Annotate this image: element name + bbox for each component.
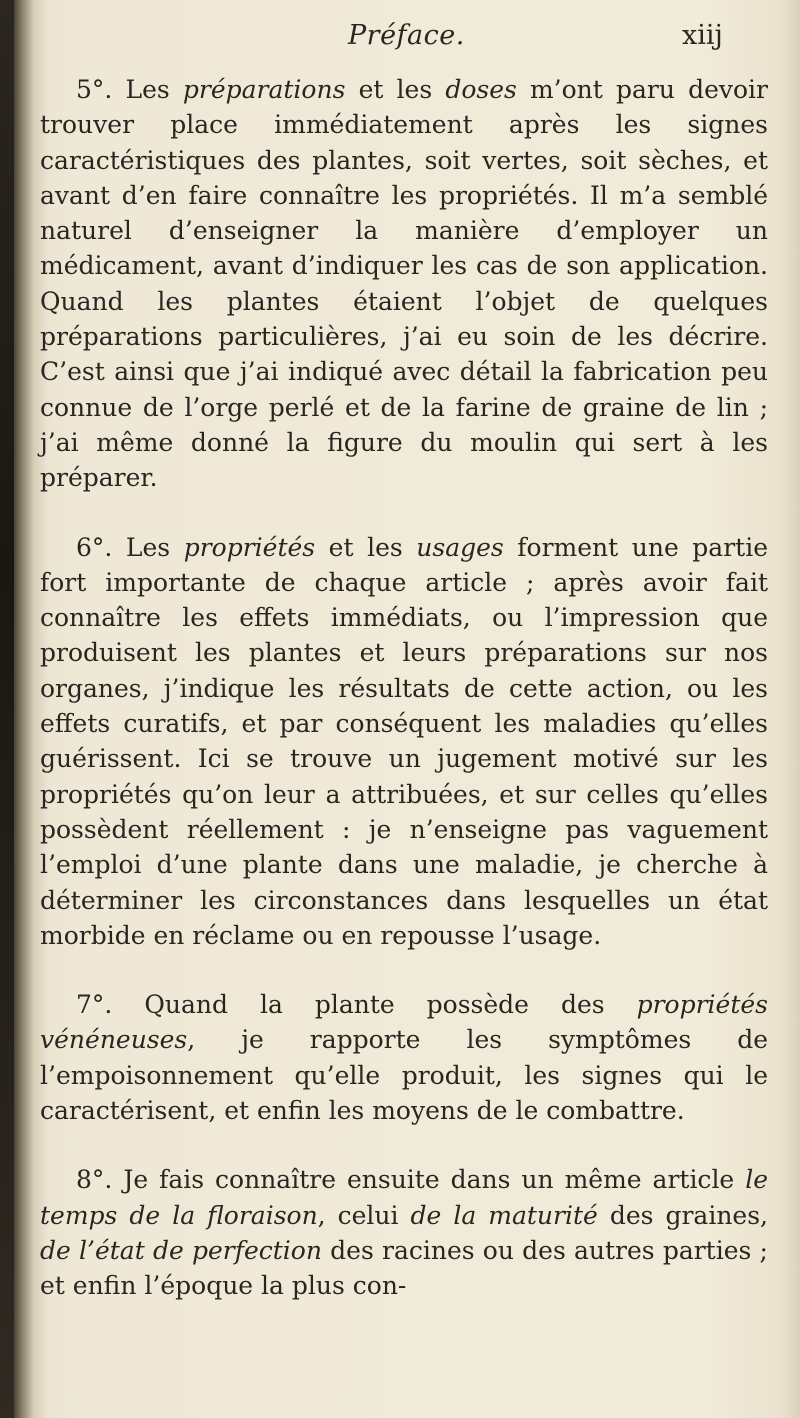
book-binding-shadow — [0, 0, 14, 1418]
text-run: Les — [112, 532, 184, 562]
italic-term: de la maturité — [410, 1200, 598, 1230]
paragraph-number: 7°. — [76, 990, 113, 1020]
text-run: m’ont paru devoir trouver place immédiatement après les signes caractéristiques des plantes, soit vertes, soit sèches, et avant d’en faire connaître les propriétés. Il m’a semblé naturel d’enseigner la manière d’employer un médicament, avant d’indiquer les cas de son application. Quand les plantes étaient l’objet de quelques préparations particulières, j’ai eu soin de les décrire. C’est ainsi que j’ai indiqué avec détail la fabrication peu connue de l’orge perlé et de la farine de graine de lin ; j’ai même donné la figure du moulin qui sert à les préparer. — [40, 75, 768, 493]
text-run: , je rapporte les symptômes de l’empoisonnement qu’elle produit, les signes qui le caractérisent, et enfin les moyens de le combattre. — [40, 1025, 768, 1126]
text-run: , celui — [317, 1200, 411, 1230]
paragraph-number: 5°. — [76, 75, 113, 104]
italic-term: doses — [445, 75, 517, 104]
italic-term: usages — [416, 532, 504, 562]
italic-term: propriétés — [183, 532, 316, 562]
body-text — [40, 72, 768, 1304]
paragraph-5 — [40, 72, 768, 496]
paragraph-number: 6°. — [76, 532, 113, 562]
page-number: xiij — [682, 20, 723, 51]
paragraph-7 — [40, 987, 768, 1128]
italic-term: propriétés vénéneuses — [40, 990, 768, 1055]
text-run: Les — [112, 75, 183, 104]
text-run: des graines, — [597, 1200, 768, 1230]
text-run: et les — [345, 75, 446, 104]
italic-term: le temps de la floraison — [40, 1165, 768, 1230]
text-run: et les — [315, 532, 417, 562]
paragraph-number: 8°. — [76, 1165, 113, 1195]
paragraph-6 — [40, 530, 768, 954]
text-run: Je fais connaître ensuite dans un même article — [112, 1165, 746, 1195]
text-run: des racines ou des autres parties ; et enfin l’époque la plus con- — [40, 1235, 768, 1301]
text-run: forment une partie fort importante de chaque article ; après avoir fait connaître les effets immédiats, ou l’impression que produisent les plantes et leurs préparations sur nos organes, j’indique les résultats de cette action, ou les effets curatifs, et par conséquent les maladies qu’elles guérissent. Ici se trouve un jugement motivé sur les propriétés qu’on leur a attribuées, et sur celles qu’elles possèdent réellement : je n’enseigne pas vaguement l’emploi d’une plante dans une maladie, je cherche à déterminer les circonstances dans lesquelles un état morbide en réclame ou en repousse l’usage. — [40, 532, 768, 950]
running-title: Préface. — [348, 20, 465, 51]
italic-term: de l’état de perfection — [40, 1235, 322, 1265]
paragraph-8 — [40, 1162, 768, 1303]
text-run: Quand la plante possède des — [112, 990, 637, 1020]
page-header — [40, 14, 800, 58]
italic-term: préparations — [182, 75, 346, 104]
